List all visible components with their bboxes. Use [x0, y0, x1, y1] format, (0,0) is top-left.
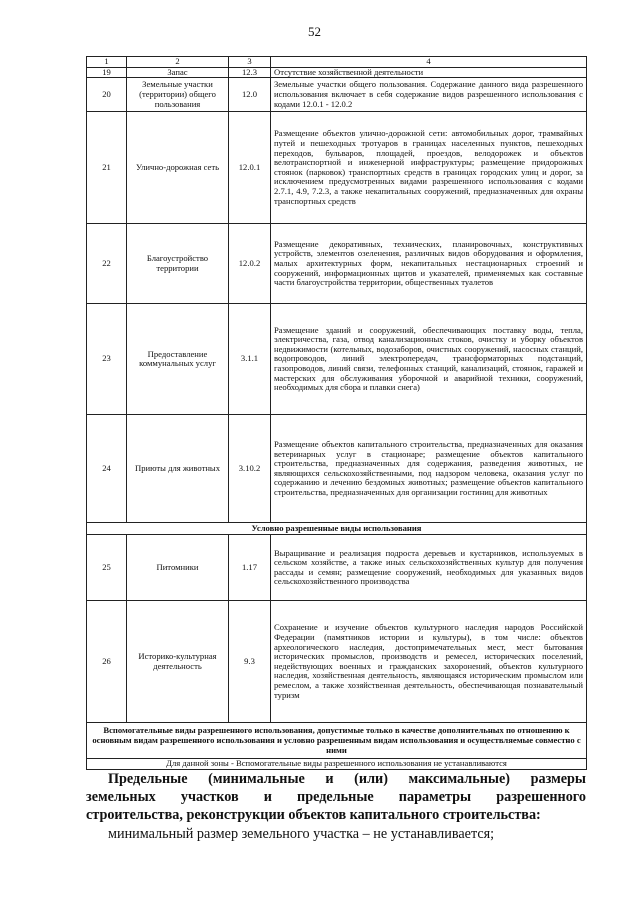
- limits-heading-line: строительства, реконструкции объектов капитального строительства:: [86, 807, 541, 824]
- use-description: Размещение декоративных, технических, планировочных, конструктивных устройств, элементов озеленения, различных видов оборудования и оформления, малых архитектурных форм, некапитальных нестационарных строений и сооружений, информационных щитов и указателей, применяемых как составные части благоустройства территории, общественных туалетов: [271, 224, 587, 304]
- section-row-conditional: [87, 523, 587, 535]
- aux-uses-title: Вспомогательные виды разрешенного использования, допустимые только в качестве дополнительных по отношению к основным видам разрешенного использования и условно разрешенным видам использования и осуществляемые совместно с ними: [87, 723, 587, 759]
- page-number: 52: [308, 24, 321, 39]
- use-description: Отсутствие хозяйственной деятельности: [271, 67, 587, 78]
- table-row: [87, 78, 587, 112]
- section-title: Условно разрешенные виды использования: [87, 523, 587, 535]
- table-row: [87, 601, 587, 723]
- min-area-text: минимальный размер земельного участка – не устанавливается;: [108, 825, 495, 842]
- header-cell: 4: [271, 57, 587, 68]
- use-description: Размещение зданий и сооружений, обеспечивающих поставку воды, тепла, электричества, газа, отвод канализационных стоков, очистку и уборку объектов недвижимости (котельных, водозаборов, очистных сооружений, насосных станций, водопроводов, линий электропередач, трансформаторных подстанций, газопроводов, линий связи, телефонных станций, канализаций, стоянок, гаражей и мастерских для обслуживания уборочной и аварийной техники, сооружений, необходимых для сбора и плавки снега): [271, 304, 587, 415]
- table-row: [87, 535, 587, 601]
- land-use-table: [86, 56, 587, 770]
- use-code: 3.10.2: [229, 415, 271, 523]
- use-code: 12.0: [229, 78, 271, 112]
- table-row: [87, 304, 587, 415]
- use-description: Земельные участки общего пользования. Содержание данного вида разрешенного использования включает в себя содержание видов разрешенного использования с кодами 12.0.1 - 12.0.2: [271, 78, 587, 112]
- use-code: 3.1.1: [229, 304, 271, 415]
- use-name: Приюты для животных: [127, 415, 229, 523]
- use-name: Улично-дорожная сеть: [127, 112, 229, 224]
- table-row: [87, 67, 587, 78]
- use-name: Питомники: [127, 535, 229, 601]
- table-row: [87, 415, 587, 523]
- use-name: Благоустройство территории: [127, 224, 229, 304]
- table-row: [87, 112, 587, 224]
- row-number: 26: [87, 601, 127, 723]
- use-description: Размещение объектов улично-дорожной сети: автомобильных дорог, трамвайных путей и пешеходных тротуаров в границах населенных пунктов, пешеходных переходов, бульваров, площадей, проездов, велодорожек и объектов велотранспортной и инженерной инфраструктуры; размещение придорожных стоянок (парковок) транспортных средств в границах городских улиц и дорог, за исключением предусмотренных видами разрешенного использования с кодами 2.7.1, 4.9, 7.2.3, а также некапитальных сооружений, предназначенных для охраны транспортных средств: [271, 112, 587, 224]
- use-name: Земельные участки (территории) общего пользования: [127, 78, 229, 112]
- row-number: 20: [87, 78, 127, 112]
- table-row: [87, 224, 587, 304]
- row-number: 22: [87, 224, 127, 304]
- table-header-row: [87, 57, 587, 68]
- use-code: 12.0.2: [229, 224, 271, 304]
- zone-note: Для данной зоны - Вспомогательные виды разрешенного использования не устанавливаются: [87, 759, 587, 770]
- header-cell: 2: [127, 57, 229, 68]
- limits-section: [86, 770, 586, 843]
- use-description: Сохранение и изучение объектов культурного наследия народов Российской Федерации (памятников истории и культуры), в том числе: объектов археологического наследия, достопримечательных мест, мест бытования исторических промыслов, производств и ремесел, исторических поселений, недействующих военных и гражданских захоронений, объектов культурного наследия, хозяйственная деятельность, являющаяся историческим промыслом или ремеслом, а также хозяйственная деятельность, обеспечивающая познавательный туризм: [271, 601, 587, 723]
- use-code: 12.3: [229, 67, 271, 78]
- use-description: Выращивание и реализация подроста деревьев и кустарников, используемых в сельском хозяйстве, а также иных сельскохозяйственных культур для получения рассады и семян; размещение сооружений, необходимых для указанных видов сельскохозяйственного производства: [271, 535, 587, 601]
- row-number: 21: [87, 112, 127, 224]
- use-name: Историко-культурная деятельность: [127, 601, 229, 723]
- limits-heading-line: Предельные (минимальные и (или) максимальные) размеры: [108, 771, 586, 787]
- row-number: 19: [87, 67, 127, 78]
- aux-uses-row: [87, 723, 587, 759]
- row-number: 25: [87, 535, 127, 601]
- use-name: Запас: [127, 67, 229, 78]
- limits-heading-line: земельных участков и предельные параметры разрешенного: [86, 789, 586, 806]
- row-number: 24: [87, 415, 127, 523]
- use-name: Предоставление коммунальных услуг: [127, 304, 229, 415]
- use-code: 1.17: [229, 535, 271, 601]
- use-code: 12.0.1: [229, 112, 271, 224]
- header-cell: 1: [87, 57, 127, 68]
- use-description: Размещение объектов капитального строительства, предназначенных для оказания ветеринарных услуг в стационаре; размещение объектов капитального строительства, предназначенных для содержания, разведения животных, не являющихся сельскохозяйственными, под надзором человека, оказания услуг по содержанию и лечению бездомных животных; размещение объектов капитального строительства, предназначенных для организации гостиниц для животных: [271, 415, 587, 523]
- use-code: 9.3: [229, 601, 271, 723]
- zone-note-row: [87, 759, 587, 770]
- header-cell: 3: [229, 57, 271, 68]
- row-number: 23: [87, 304, 127, 415]
